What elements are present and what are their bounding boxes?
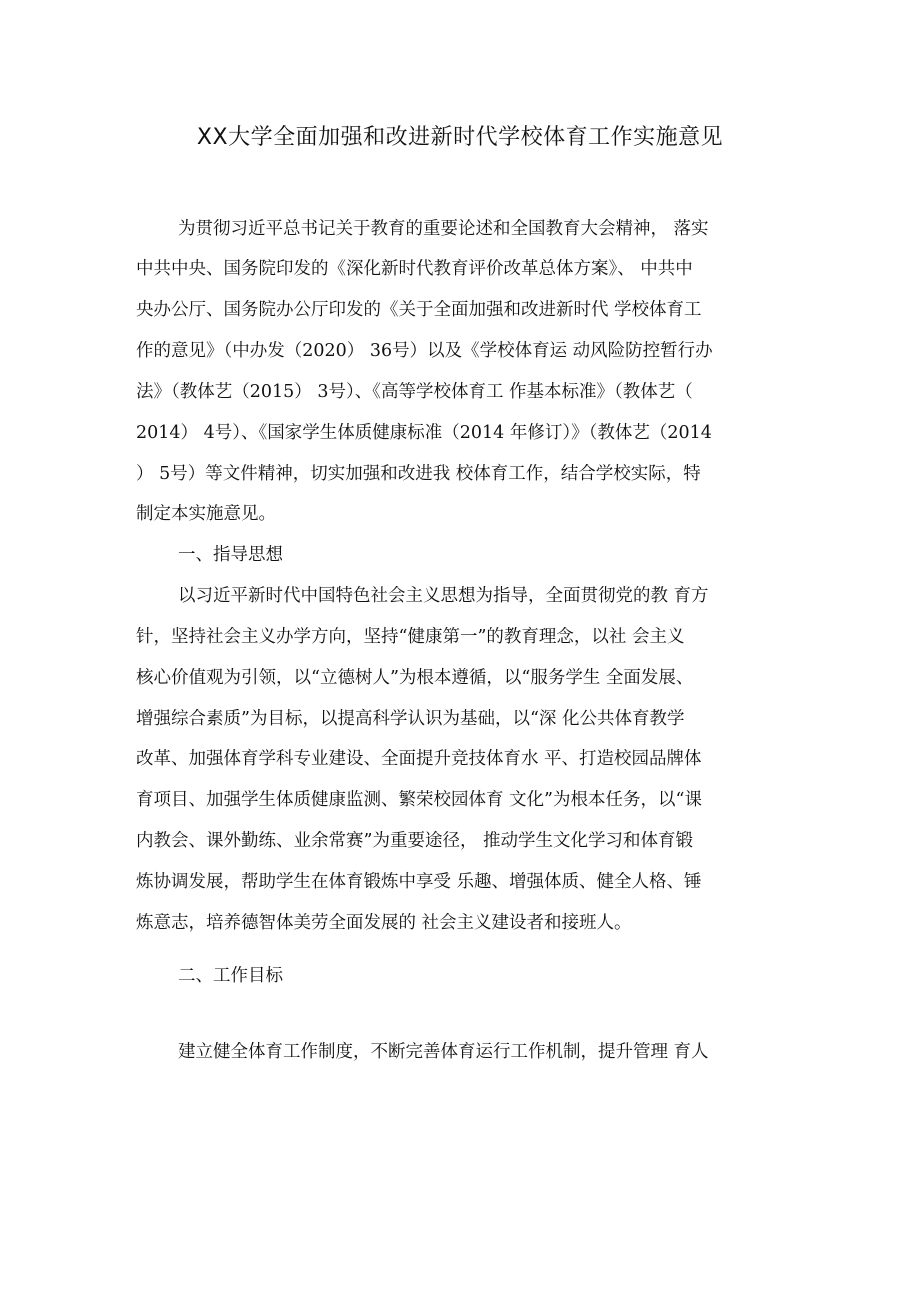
intro-line-4: 作的意见》（中办发（2020） 36号）以及《学校体育运 动风险防控暂行办 [136, 341, 713, 361]
section1-line-7: 内教会、课外勤练、业余常赛”为重要途径， 推动学生文化学习和体育锻 [136, 831, 694, 851]
intro-line-5: 法》（教体艺（2015） 3号）、《高等学校体育工 作基本标准》（教体艺（ [136, 382, 693, 402]
document-title: XX大学全面加强和改进新时代学校体育工作实施意见 [196, 125, 724, 150]
intro-line-7: ） 5号）等文件精神，切实加强和改进我 校体育工作，结合学校实际，特 [136, 464, 701, 484]
section1-line-2: 针，坚持社会主义办学方向，坚持“健康第一”的教育理念，以社 会主义 [136, 627, 685, 647]
section1-line-3: 核心价值观为引领，以“立德树人”为根本遵循，以“服务学生 全面发展、 [136, 668, 694, 688]
section1-line-5: 改革、加强体育学科专业建设、全面提升竞技体育水 平、打造校园品牌体 [136, 749, 702, 769]
intro-line-1: 为贯彻习近平总书记关于教育的重要论述和全国教育大会精神， 落实 [178, 219, 709, 239]
section2-line-1: 建立健全体育工作制度，不断完善体育运行工作机制，提升管理 育人 [178, 1042, 709, 1062]
section2-heading: 二、工作目标 [178, 966, 283, 986]
intro-line-6: 2014） 4号）、《国家学生体质健康标准（2014 年修订）》（教体艺（2014 [136, 423, 712, 443]
intro-line-3: 央办公厅、国务院办公厅印发的《关于全面加强和改进新时代 学校体育工 [136, 300, 702, 320]
section1-line-1: 以习近平新时代中国特色社会主义思想为指导，全面贯彻党的教 育方 [178, 586, 709, 606]
section1-heading: 一、指导思想 [178, 545, 283, 565]
section1-line-4: 增强综合素质”为目标，以提高科学认识为基础，以“深 化公共体育教学 [136, 709, 685, 729]
section1-line-8: 炼协调发展，帮助学生在体育锻炼中享受 乐趣、增强体质、健全人格、锤 [136, 872, 702, 892]
intro-line-8: 制定本实施意见。 [136, 504, 276, 524]
section1-line-9: 炼意志，培养德智体美劳全面发展的 社会主义建设者和接班人。 [136, 913, 632, 933]
section1-line-6: 育项目、加强学生体质健康监测、繁荣校园体育 文化”为根本任务，以“课 [136, 790, 702, 810]
intro-line-2: 中共中央、国务院印发的《深化新时代教育评价改革总体方案》、 中共中 [136, 259, 693, 279]
